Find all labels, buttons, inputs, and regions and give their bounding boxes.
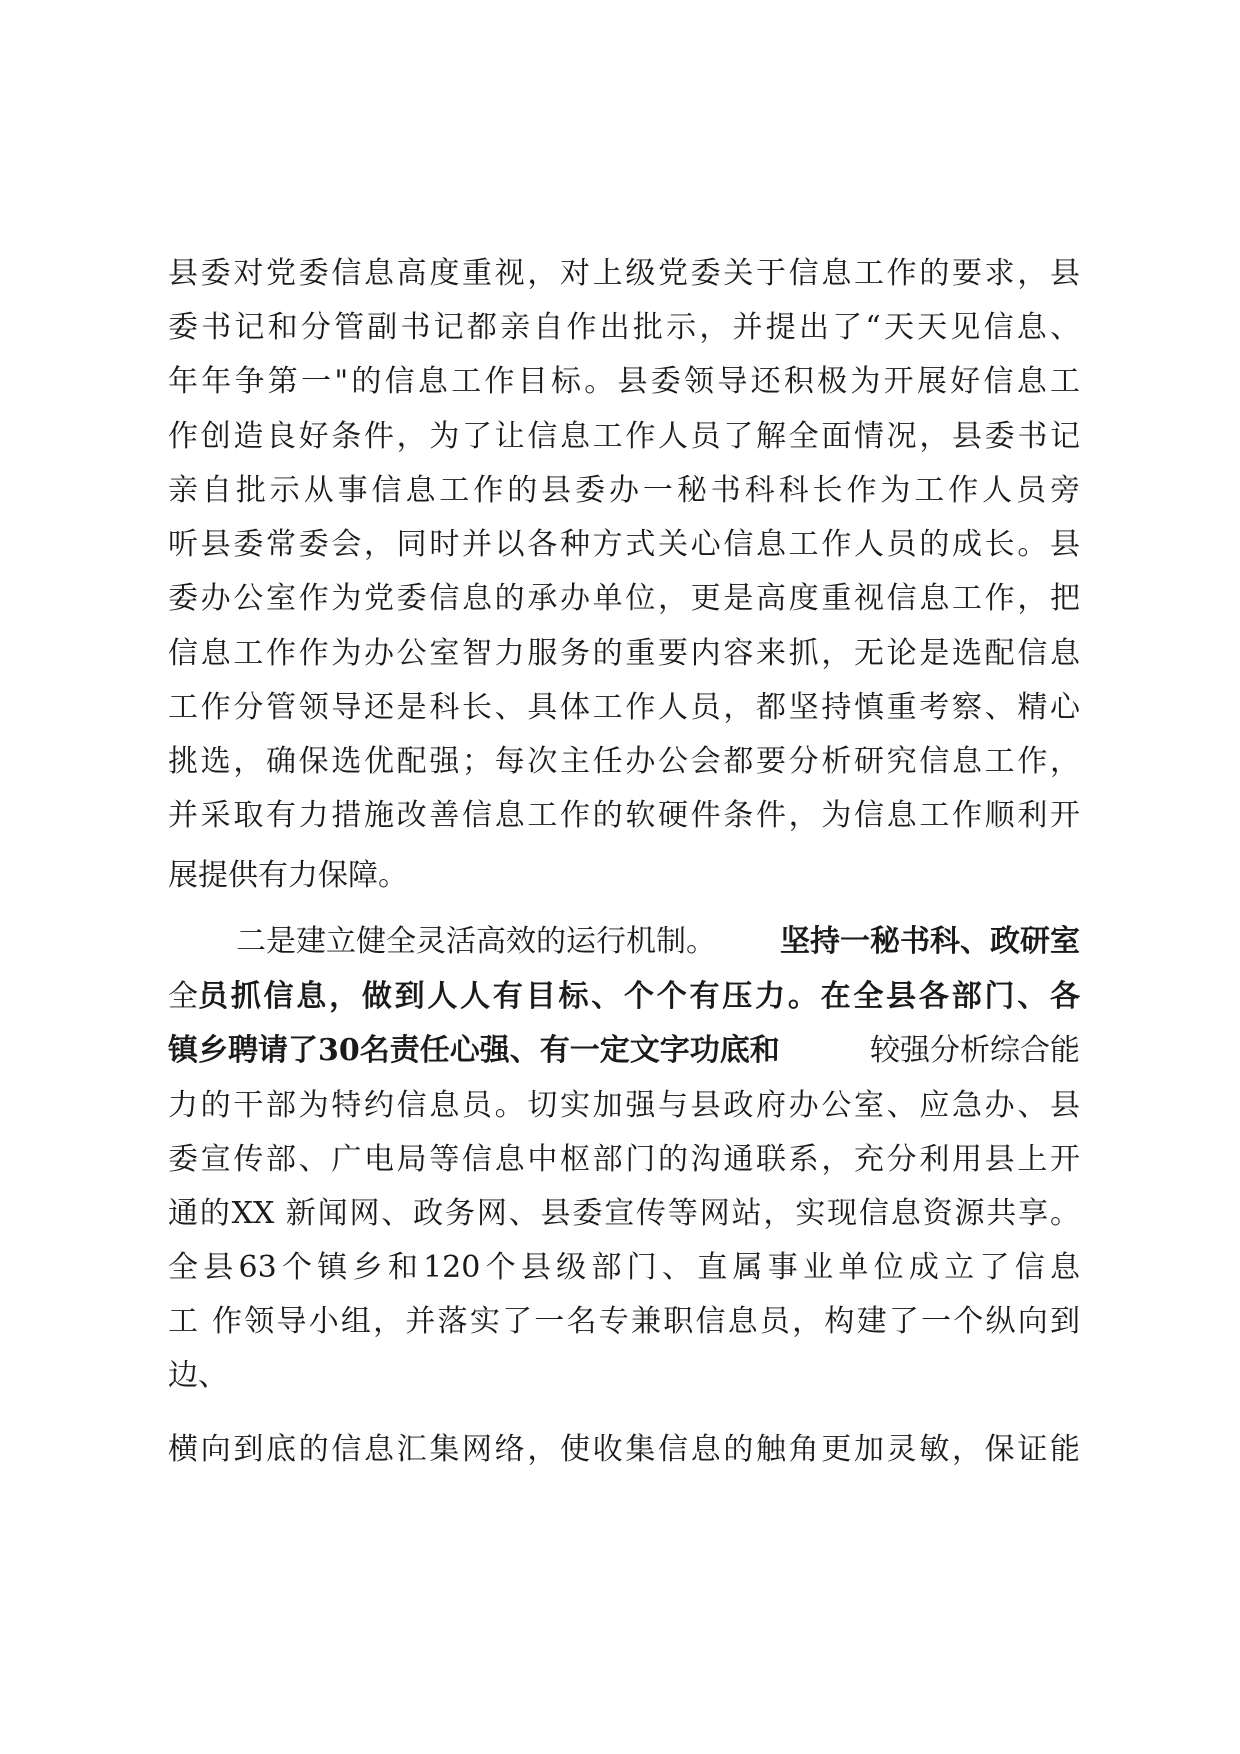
paragraph-1-line-6: 听县委常委会，同时并以各种方式关心信息工作人员的成长。县 bbox=[168, 527, 1080, 562]
paragraph-2-line-2-bold: 员抓信息，做到人人有目标、个个有压力。在全县各部门、各 bbox=[198, 979, 1080, 1014]
paragraph-1-line-11: 并采取有力措施改善信息工作的软硬件条件，为信息工作顺利开 bbox=[168, 798, 1080, 833]
paragraph-1-line-2: 委书记和分管副书记都亲自作出批示，并提出了“天天见信息、 bbox=[168, 310, 1080, 345]
paragraph-1-line-12: 展提供有力保障。 bbox=[168, 858, 408, 893]
paragraph-2-line-1-normal: 二是建立健全灵活高效的运行机制。 bbox=[236, 924, 716, 959]
paragraph-2-line-7: 全县63个镇乡和120个县级部门、直属事业单位成立了信息 bbox=[168, 1250, 1080, 1285]
paragraph-1-line-1: 县委对党委信息高度重视，对上级党委关于信息工作的要求，县 bbox=[168, 256, 1080, 291]
paragraph-2-line-1 bbox=[236, 922, 1080, 962]
paragraph-2-line-3-bold: 镇乡聘请了30名责任心强、有一定文字功底和 bbox=[168, 1033, 780, 1068]
paragraph-2-line-3 bbox=[168, 1031, 1080, 1071]
paragraph-2-line-2 bbox=[168, 977, 1080, 1017]
paragraph-1-line-10: 挑选，确保选优配强；每次主任办公会都要分析研究信息工作， bbox=[168, 744, 1080, 779]
paragraph-2-line-3-normal: 较强分析综合能 bbox=[870, 1033, 1080, 1068]
paragraph-2-line-6: 通的XX 新闻网、政务网、县委宣传等网站，实现信息资源共享。 bbox=[168, 1196, 1080, 1231]
paragraph-2-line-2-normal: 全 bbox=[168, 979, 198, 1014]
paragraph-2-line-5: 委宣传部、广电局等信息中枢部门的沟通联系，充分利用县上开 bbox=[168, 1142, 1080, 1177]
paragraph-1-line-4: 作创造良好条件，为了让信息工作人员了解全面情况，县委书记 bbox=[168, 419, 1080, 454]
paragraph-1-line-9: 工作分管领导还是科长、具体工作人员，都坚持慎重考察、精心 bbox=[168, 690, 1080, 725]
paragraph-2-line-1-bold: 坚持一秘书科、政研室 bbox=[780, 924, 1080, 959]
paragraph-2-line-8: 工 作领导小组，并落实了一名专兼职信息员，构建了一个纵向到 bbox=[168, 1304, 1080, 1339]
paragraph-1-line-3: 年年争第一"的信息工作目标。县委领导还积极为开展好信息工 bbox=[168, 364, 1080, 399]
paragraph-1-line-8: 信息工作作为办公室智力服务的重要内容来抓，无论是选配信息 bbox=[168, 636, 1080, 671]
paragraph-2-line-10: 横向到底的信息汇集网络，使收集信息的触角更加灵敏，保证能 bbox=[168, 1432, 1080, 1467]
paragraph-1-line-5: 亲自批示从事信息工作的县委办一秘书科科长作为工作人员旁 bbox=[168, 473, 1080, 508]
paragraph-2-line-4: 力的干部为特约信息员。切实加强与县政府办公室、应急办、县 bbox=[168, 1088, 1080, 1123]
paragraph-1-line-7: 委办公室作为党委信息的承办单位，更是高度重视信息工作，把 bbox=[168, 581, 1080, 616]
paragraph-2-line-9: 边、 bbox=[168, 1358, 228, 1393]
